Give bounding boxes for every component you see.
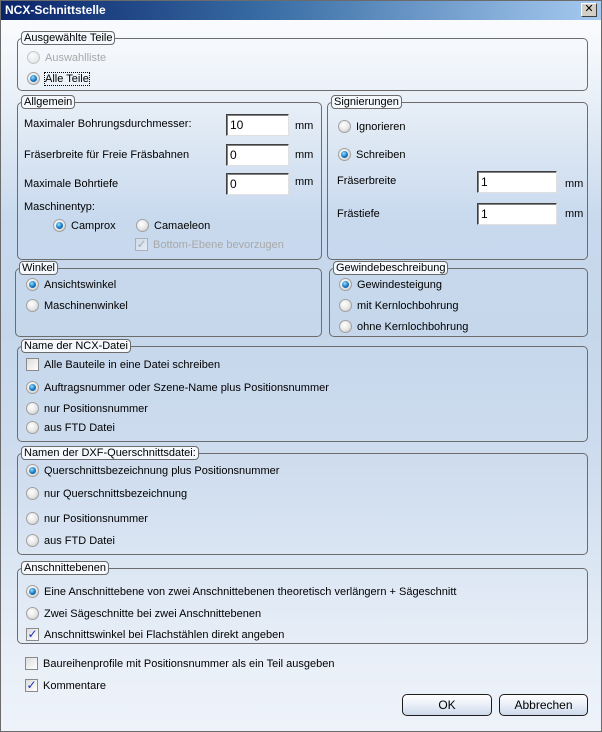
- radio-icon[interactable]: [136, 219, 149, 232]
- radio-label: mit Kernlochbohrung: [357, 299, 459, 312]
- radio-gewindesteigung[interactable]: [339, 278, 442, 291]
- cutter-width-input[interactable]: [477, 171, 557, 193]
- radio-icon[interactable]: [26, 278, 39, 291]
- thread-group: [329, 262, 588, 337]
- radio-alle-teile[interactable]: [27, 72, 89, 85]
- radio-label: aus FTD Datei: [44, 421, 115, 434]
- radio-nur-positionsnummer[interactable]: [26, 402, 148, 415]
- radio-schreiben[interactable]: [338, 148, 406, 161]
- machine-type-label: Maschinentyp:: [24, 201, 95, 213]
- radio-ansichtswinkel[interactable]: [26, 278, 116, 291]
- radio-icon[interactable]: [53, 219, 66, 232]
- max-drill-diameter-label: Maximaler Bohrungsdurchmesser:: [24, 118, 192, 130]
- radio-label: Ansichtswinkel: [44, 278, 117, 291]
- radio-querschnitt-plus-position[interactable]: [26, 464, 279, 477]
- radio-icon[interactable]: [26, 487, 39, 500]
- unit-label: mm: [295, 120, 314, 132]
- unit-label: mm: [565, 178, 584, 190]
- unit-label: mm: [565, 208, 584, 220]
- radio-label: nur Querschnittsbezeichnung: [44, 487, 188, 500]
- checkbox-direct-angle[interactable]: [26, 628, 284, 641]
- radio-dxf-aus-ftd-datei[interactable]: [26, 534, 115, 547]
- angle-group: [15, 262, 322, 337]
- radio-label: Camaeleon: [154, 219, 211, 232]
- checkbox-all-in-one-file[interactable]: [26, 358, 220, 371]
- radio-icon[interactable]: [27, 51, 40, 64]
- max-drill-depth-input[interactable]: [226, 173, 289, 195]
- radio-label: Eine Anschnittebene von zwei Anschnittebenen theoretisch verlängern + Sägeschnitt: [44, 585, 457, 598]
- radio-label: Camprox: [71, 219, 116, 232]
- group-title: Namen der DXF-Querschnittsdatei:: [21, 446, 199, 460]
- dxf-name-group: [17, 447, 588, 555]
- radio-dxf-nur-positionsnummer[interactable]: [26, 512, 148, 525]
- max-drill-depth-label: Maximale Bohrtiefe: [24, 178, 119, 190]
- unit-label: mm: [295, 149, 314, 161]
- radio-ohne-kernlochbohrung[interactable]: [339, 320, 468, 333]
- checkbox-series-profiles[interactable]: [25, 657, 334, 670]
- radio-icon[interactable]: [26, 299, 39, 312]
- checkbox-label: Bottom-Ebene bevorzugen: [153, 238, 284, 251]
- radio-label: aus FTD Datei: [44, 534, 115, 547]
- radio-label: Auftragsnummer oder Szene-Name plus Positionsnummer: [44, 381, 329, 394]
- radio-nur-querschnitt[interactable]: [26, 487, 187, 500]
- radio-label: nur Positionsnummer: [44, 512, 148, 525]
- radio-auswahlliste[interactable]: [27, 51, 106, 64]
- cut-planes-group: [17, 562, 588, 644]
- radio-icon[interactable]: [338, 148, 351, 161]
- check-icon[interactable]: [26, 358, 39, 371]
- radio-label: Maschinenwinkel: [44, 299, 128, 312]
- checkbox-label: Anschnittswinkel bei Flachstählen direkt angeben: [44, 628, 285, 641]
- radio-mit-kernlochbohrung[interactable]: [339, 299, 459, 312]
- radio-auftragsnummer[interactable]: [26, 381, 329, 394]
- radio-icon[interactable]: [26, 464, 39, 477]
- checkbox-label: Alle Bauteile in eine Datei schreiben: [44, 358, 221, 371]
- radio-icon[interactable]: [26, 381, 39, 394]
- ok-button[interactable]: OK: [402, 694, 492, 716]
- radio-icon[interactable]: [339, 278, 352, 291]
- radio-maschinenwinkel[interactable]: [26, 299, 128, 312]
- unit-label: mm: [295, 176, 314, 188]
- radio-icon[interactable]: [26, 585, 39, 598]
- title-bar: [1, 1, 601, 20]
- radio-icon[interactable]: [339, 299, 352, 312]
- radio-ignorieren[interactable]: [338, 120, 406, 133]
- group-title: Signierungen: [331, 95, 402, 109]
- radio-icon[interactable]: [338, 120, 351, 133]
- close-button[interactable]: [581, 3, 597, 17]
- check-icon[interactable]: [25, 657, 38, 670]
- group-title: Ausgewählte Teile: [21, 31, 115, 45]
- cutter-width-free-label: Fräserbreite für Freie Fräsbahnen: [24, 149, 190, 161]
- radio-label: Ignorieren: [356, 120, 406, 133]
- signings-group: [327, 96, 588, 260]
- radio-icon[interactable]: [26, 534, 39, 547]
- cutter-width-free-input[interactable]: [226, 144, 289, 166]
- radio-label: nur Positionsnummer: [44, 402, 148, 415]
- radio-icon[interactable]: [26, 512, 39, 525]
- radio-eine-anschnittebene[interactable]: [26, 585, 456, 598]
- milling-depth-label: Frästiefe: [337, 208, 380, 220]
- checkbox-label: Kommentare: [43, 679, 106, 692]
- radio-label: Alle Teile: [45, 72, 89, 85]
- radio-icon[interactable]: [339, 320, 352, 333]
- radio-label: Schreiben: [356, 148, 406, 161]
- radio-icon[interactable]: [26, 421, 39, 434]
- radio-icon[interactable]: [27, 72, 40, 85]
- check-icon[interactable]: ✓: [136, 237, 147, 251]
- max-drill-diameter-input[interactable]: [226, 114, 289, 136]
- radio-label: Auswahlliste: [45, 51, 107, 64]
- group-title: Winkel: [19, 261, 58, 275]
- group-title: Gewindebeschreibung: [333, 261, 448, 275]
- milling-depth-input[interactable]: [477, 203, 557, 225]
- group-title: Name der NCX-Datei: [21, 339, 131, 353]
- checkbox-bottom-plane[interactable]: [135, 238, 284, 251]
- cancel-button[interactable]: Abbrechen: [499, 694, 588, 716]
- checkbox-label: Baureihenprofile mit Positionsnummer als ein Teil ausgeben: [43, 657, 335, 670]
- group-title: Allgemein: [21, 95, 75, 109]
- radio-icon[interactable]: [26, 607, 39, 620]
- radio-label: Zwei Sägeschnitte bei zwei Anschnittebenen: [44, 607, 262, 620]
- radio-camprox[interactable]: [53, 219, 116, 232]
- check-icon[interactable]: ✓: [26, 678, 37, 692]
- selected-parts-group: [17, 32, 588, 91]
- radio-label: Gewindesteigung: [357, 278, 443, 291]
- general-group: [17, 96, 322, 260]
- radio-label: ohne Kernlochbohrung: [357, 320, 469, 333]
- group-title: Anschnittebenen: [21, 561, 109, 575]
- radio-aus-ftd-datei[interactable]: [26, 421, 115, 434]
- radio-zwei-saegeschnitte[interactable]: [26, 607, 261, 620]
- checkbox-comments[interactable]: [25, 679, 106, 692]
- ncx-name-group: [17, 340, 588, 442]
- check-icon[interactable]: ✓: [27, 627, 38, 641]
- close-icon: ✕: [584, 3, 594, 15]
- radio-label: Querschnittsbezeichnung plus Positionsnummer: [44, 464, 280, 477]
- radio-camaeleon[interactable]: [136, 219, 210, 232]
- cutter-width-label: Fräserbreite: [337, 175, 397, 187]
- window-title: NCX-Schnittstelle: [5, 3, 106, 17]
- radio-icon[interactable]: [26, 402, 39, 415]
